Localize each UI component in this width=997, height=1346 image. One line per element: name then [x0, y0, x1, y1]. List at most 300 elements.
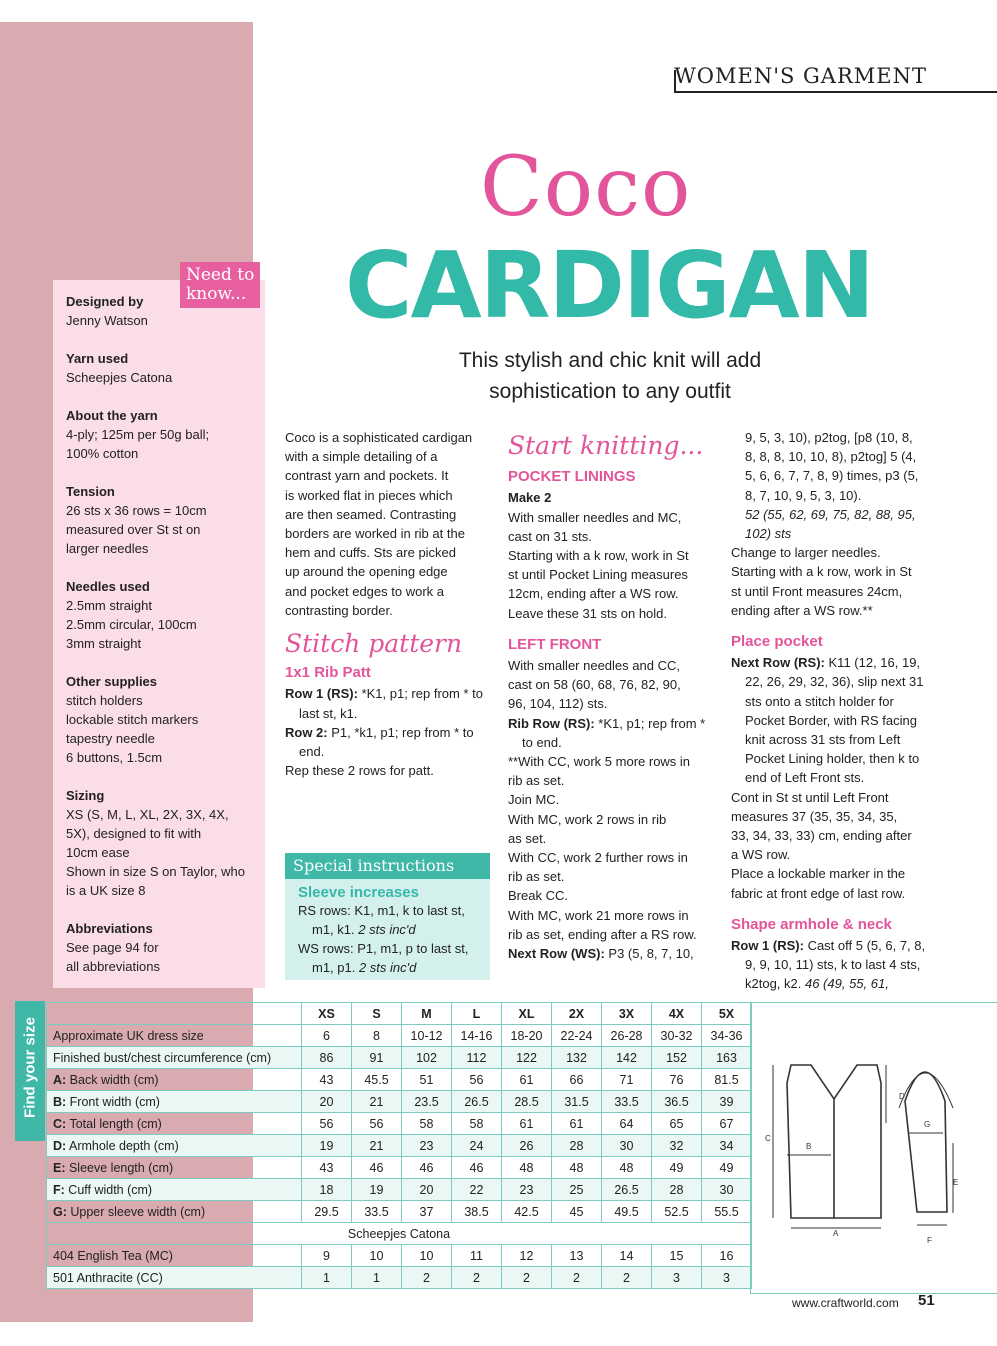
sleeve-outline [905, 1072, 947, 1212]
size-value-cell: 19 [352, 1179, 402, 1201]
size-value-cell: 33.5 [352, 1201, 402, 1223]
size-value-cell: 56 [352, 1113, 402, 1135]
size-value-cell: 46 [352, 1157, 402, 1179]
need-to-know-group [66, 482, 256, 558]
need-to-know-group [66, 349, 256, 387]
size-row-label [47, 1245, 302, 1267]
size-row-key: C: [53, 1116, 67, 1131]
size-row-key: G: [53, 1204, 67, 1219]
size-value-cell: 10 [352, 1245, 402, 1267]
size-value-cell: 71 [602, 1069, 652, 1091]
need-to-know-heading: About the yarn [66, 408, 158, 423]
need-to-know-value: all abbreviations [66, 959, 160, 974]
continued-line: 8, 7, 10, 9, 5, 3, 10). [745, 487, 862, 503]
need-to-know-value: 6 buttons, 1.5cm [66, 750, 163, 765]
size-value-cell: 48 [602, 1157, 652, 1179]
pocket-linings-line: cast on 31 sts. [508, 528, 592, 544]
intro-line: contrasting border. [285, 602, 393, 618]
continued-stitch-count: 52 (55, 62, 69, 75, 82, 88, 95, 102) sts [745, 506, 916, 542]
standfirst-line-2: sophistication to any outfit [489, 380, 731, 403]
size-value-cell: 28.5 [502, 1091, 552, 1113]
size-table [46, 1002, 752, 1289]
special-instructions-box [285, 853, 490, 980]
left-front-line: With MC, work 2 rows in rib [508, 811, 667, 827]
size-value-cell: 15 [652, 1245, 702, 1267]
size-value-cell: 91 [352, 1047, 402, 1069]
need-to-know-value: measured over St st on [66, 522, 201, 537]
place-pocket-heading: Place pocket [731, 633, 823, 651]
rib-row-label: Rib Row (RS): [508, 715, 595, 731]
need-to-know-value: See page 94 for [66, 940, 159, 955]
left-front-line: With MC, work 21 more rows in [508, 907, 689, 923]
size-row-label [47, 1091, 302, 1113]
place-pocket-instruction [731, 653, 931, 787]
need-to-know-value: 26 sts x 36 rows = 10cm [66, 503, 207, 518]
left-front-line: Join MC. [508, 792, 560, 808]
size-header-cell: XS [302, 1003, 352, 1025]
size-value-cell: 36.5 [652, 1091, 702, 1113]
size-value-cell: 37 [402, 1201, 452, 1223]
size-value-cell: 16 [702, 1245, 752, 1267]
need-to-know-value: stitch holders [66, 693, 143, 708]
title-coco: Coco [480, 140, 692, 235]
size-value-cell: 26.5 [452, 1091, 502, 1113]
pocket-linings-heading: POCKET LININGS [508, 468, 636, 486]
next-row-text: P3 (5, 8, 7, 10, [604, 946, 694, 962]
size-value-cell: 48 [502, 1157, 552, 1179]
size-value-cell: 26.5 [602, 1179, 652, 1201]
place-pocket-line: Cont in St st until Left Front [731, 789, 889, 805]
dim-a-label: A [833, 1229, 839, 1238]
special-instructions-heading: Special instructions [285, 853, 490, 879]
size-value-cell: 58 [402, 1113, 452, 1135]
left-front-heading: LEFT FRONT [508, 635, 602, 653]
size-row-label [47, 1135, 302, 1157]
need-to-know-value: lockable stitch markers [66, 712, 199, 727]
section-tag-rule [674, 91, 997, 93]
ws-rows-text: P1, m1, p to last st, m1, p1. [312, 941, 469, 975]
size-row-label-text: Finished bust/chest circumference (cm) [53, 1050, 272, 1065]
left-front-line: rib as set. [508, 869, 565, 885]
size-row-label-text: Total length (cm) [66, 1116, 162, 1131]
dim-d-label: D [899, 1092, 905, 1101]
need-to-know-value: Jenny Watson [66, 313, 148, 328]
pocket-linings-line: Starting with a k row, work in St [508, 548, 689, 564]
size-value-cell: 26 [502, 1135, 552, 1157]
intro-line: is worked flat in pieces which [285, 487, 453, 503]
start-knitting-heading: Start knitting... [508, 431, 704, 460]
size-value-cell: 142 [602, 1047, 652, 1069]
size-row-label-text: Approximate UK dress size [53, 1028, 204, 1043]
continued-line: ending after a WS row.** [731, 602, 873, 618]
size-value-cell: 49.5 [602, 1201, 652, 1223]
size-row-label [47, 1069, 302, 1091]
place-pocket-line: measures 37 (35, 35, 34, 35, [731, 808, 898, 824]
size-row-label [47, 1201, 302, 1223]
size-value-cell: 86 [302, 1047, 352, 1069]
size-value-cell: 30 [702, 1179, 752, 1201]
left-front-line: 96, 104, 112) sts. [508, 696, 608, 712]
yarn-heading: Scheepjes Catona [47, 1223, 752, 1245]
continued-text-2 [731, 543, 931, 620]
size-row-label-text: 404 English Tea (MC) [53, 1248, 173, 1263]
continued-line: Starting with a k row, work in St [731, 564, 912, 580]
shape-armhole-text: Cast off 5 (5, 6, 7, 8, 9, 9, 10, 11) sts, k to last 4 sts, k2tog, k2. [745, 938, 926, 992]
size-value-cell: 55.5 [702, 1201, 752, 1223]
size-value-cell: 8 [352, 1025, 402, 1047]
intro-line: with a simple detailing of a [285, 449, 438, 465]
size-value-cell: 14-16 [452, 1025, 502, 1047]
size-value-cell: 39 [702, 1091, 752, 1113]
size-value-cell: 102 [402, 1047, 452, 1069]
size-row-key: B: [53, 1094, 67, 1109]
size-value-cell: 13 [552, 1245, 602, 1267]
size-value-cell: 112 [452, 1047, 502, 1069]
size-row-label [47, 1113, 302, 1135]
intro-line: contrast yarn and pockets. It [285, 468, 449, 484]
size-header-cell: S [352, 1003, 402, 1025]
size-header-cell: 2X [552, 1003, 602, 1025]
place-pocket-label: Next Row (RS): [731, 655, 825, 671]
place-pocket-line: 33, 34, 33, 33) cm, ending after [731, 828, 912, 844]
place-pocket-line: fabric at front edge of last row. [731, 885, 906, 901]
rib-row-instruction [508, 714, 718, 752]
row-2-label: Row 2: [285, 724, 328, 740]
need-to-know-value: Scheepjes Catona [66, 370, 173, 385]
need-to-know-value: XS (S, M, L, XL, 2X, 3X, 4X, [66, 807, 229, 822]
size-row-label-text: Armhole depth (cm) [66, 1138, 179, 1153]
size-value-cell: 26-28 [602, 1025, 652, 1047]
row-1-text: *K1, p1; rep from * to last st, k1. [299, 686, 483, 721]
dim-f-label: F [927, 1236, 932, 1245]
shape-armhole-label: Row 1 (RS): [731, 938, 804, 954]
pocket-linings-line: 12cm, ending after a WS row. [508, 586, 679, 602]
need-to-know-value: 2.5mm straight [66, 598, 152, 613]
size-value-cell: 2 [452, 1267, 502, 1289]
find-your-size-label: Find your size [21, 1017, 39, 1118]
yarn-row [47, 1267, 752, 1289]
need-to-know-heading: Sizing [66, 788, 105, 803]
need-to-know-value: 3mm straight [66, 636, 142, 651]
size-value-cell: 64 [602, 1113, 652, 1135]
shape-armhole-instruction [731, 936, 931, 994]
size-value-cell: 2 [602, 1267, 652, 1289]
size-value-cell: 23.5 [402, 1091, 452, 1113]
size-value-cell: 46 [452, 1157, 502, 1179]
column-intro [285, 428, 490, 780]
size-value-cell: 81.5 [702, 1069, 752, 1091]
size-row-key: E: [53, 1160, 66, 1175]
size-value-cell: 14 [602, 1245, 652, 1267]
size-header-row [47, 1003, 752, 1025]
size-value-cell: 51 [402, 1069, 452, 1091]
need-to-know-group [66, 406, 256, 463]
size-row-label [47, 1179, 302, 1201]
continued-line: 8, 8, 8, 10, 10, 8), p2tog] 5 (4, [745, 449, 917, 465]
size-row [47, 1113, 752, 1135]
rs-rows-label: RS rows: [298, 903, 351, 918]
need-to-know-heading: Designed by [66, 294, 144, 309]
size-value-cell: 18-20 [502, 1025, 552, 1047]
size-value-cell: 1 [302, 1267, 352, 1289]
left-front-line: With smaller needles and CC, [508, 658, 680, 674]
intro-line: are then seamed. Contrasting [285, 506, 457, 522]
rs-rows-text: K1, m1, k to last st, m1, k1. [312, 903, 465, 937]
place-pocket-text-2 [731, 788, 931, 903]
left-front-line: **With CC, work 5 more rows in [508, 754, 691, 770]
size-value-cell: 9 [302, 1245, 352, 1267]
size-value-cell: 32 [652, 1135, 702, 1157]
size-value-cell: 76 [652, 1069, 702, 1091]
size-header-cell: XL [502, 1003, 552, 1025]
size-value-cell: 43 [302, 1069, 352, 1091]
size-value-cell: 12 [502, 1245, 552, 1267]
size-header-cell: 4X [652, 1003, 702, 1025]
size-row-label-text: Front width (cm) [66, 1094, 160, 1109]
size-value-cell: 152 [652, 1047, 702, 1069]
size-header-blank [47, 1003, 302, 1025]
sleeve-increases-heading: Sleeve increases [298, 884, 419, 901]
need-to-know-heading: Tension [66, 484, 115, 499]
row-2-text: P1, *k1, p1; rep from * to end. [299, 724, 474, 760]
dim-b-label: B [806, 1142, 812, 1151]
intro-line: borders are worked in rib at the [285, 526, 465, 542]
yarn-heading-row [47, 1223, 752, 1245]
make-2-label: Make 2 [508, 490, 552, 506]
size-value-cell: 10 [402, 1245, 452, 1267]
standfirst [440, 345, 780, 407]
size-value-cell: 43 [302, 1157, 352, 1179]
intro-line: up around the opening edge [285, 564, 448, 580]
need-to-know-group [66, 786, 256, 900]
row-1-instruction [285, 684, 490, 722]
size-value-cell: 21 [352, 1135, 402, 1157]
continued-line: st until Front measures 24cm, [731, 583, 903, 599]
size-value-cell: 22 [452, 1179, 502, 1201]
size-value-cell: 1 [352, 1267, 402, 1289]
size-value-cell: 30 [602, 1135, 652, 1157]
size-value-cell: 163 [702, 1047, 752, 1069]
size-value-cell: 56 [452, 1069, 502, 1091]
left-front-line: With CC, work 2 further rows in [508, 850, 688, 866]
size-row [47, 1201, 752, 1223]
need-to-know-value: 10cm ease [66, 845, 130, 860]
pocket-linings-text [508, 508, 718, 623]
size-value-cell: 34 [702, 1135, 752, 1157]
size-row-label-text: Back width (cm) [66, 1072, 159, 1087]
size-value-cell: 31.5 [552, 1091, 602, 1113]
dim-g-label: G [924, 1120, 931, 1129]
continued-line: 9, 5, 3, 10), p2tog, [p8 (10, 8, [745, 430, 913, 445]
size-value-cell: 24 [452, 1135, 502, 1157]
need-to-know-value: 4-ply; 125m per 50g ball; [66, 427, 210, 442]
need-to-know-value: tapestry needle [66, 731, 155, 746]
left-front-text [508, 656, 718, 714]
standfirst-line-1: This stylish and chic knit will add [458, 349, 762, 372]
size-value-cell: 132 [552, 1047, 602, 1069]
size-value-cell: 28 [552, 1135, 602, 1157]
size-row-label [47, 1025, 302, 1047]
size-row-label-text: 501 Anthracite (CC) [53, 1270, 163, 1285]
continued-text [731, 428, 931, 505]
size-row-label-text: Upper sleeve width (cm) [66, 1204, 206, 1219]
size-row-label-text: Sleeve length (cm) [65, 1160, 174, 1175]
size-value-cell: 22-24 [552, 1025, 602, 1047]
need-to-know-heading: Abbreviations [66, 921, 153, 936]
need-to-know-group [66, 672, 256, 767]
size-row-label-text: Cuff width (cm) [64, 1182, 153, 1197]
size-value-cell: 65 [652, 1113, 702, 1135]
size-value-cell: 23 [402, 1135, 452, 1157]
need-to-know-heading: Other supplies [66, 674, 158, 689]
size-value-cell: 3 [702, 1267, 752, 1289]
need-to-know-value: 5X), designed to fit with [66, 826, 202, 841]
intro-line: Coco is a sophisticated cardigan [285, 430, 473, 445]
next-row-label: Next Row (WS): [508, 946, 605, 962]
size-header-cell: M [402, 1003, 452, 1025]
size-row-label [47, 1157, 302, 1179]
size-value-cell: 10-12 [402, 1025, 452, 1047]
footer-url[interactable]: www.craftworld.com [792, 1296, 899, 1310]
size-header-cell: 5X [702, 1003, 752, 1025]
page-number: 51 [918, 1292, 935, 1309]
left-front-line: Break CC. [508, 888, 568, 904]
size-row-key: A: [53, 1072, 67, 1087]
need-to-know-value: is a UK size 8 [66, 883, 146, 898]
intro-line: hem and cuffs. Sts are picked [285, 545, 457, 561]
need-to-know-group [66, 577, 256, 653]
need-to-know-value: 2.5mm circular, 100cm [66, 617, 197, 632]
size-value-cell: 61 [502, 1113, 552, 1135]
size-value-cell: 58 [452, 1113, 502, 1135]
size-row [47, 1157, 752, 1179]
need-to-know-badge-line-1: Need to [186, 265, 255, 285]
intro-paragraph [285, 428, 490, 620]
size-row [47, 1179, 752, 1201]
size-row-key: F: [53, 1182, 65, 1197]
find-your-size-bar [15, 1001, 45, 1141]
size-value-cell: 18 [302, 1179, 352, 1201]
size-header-cell: L [452, 1003, 502, 1025]
rib-patt-heading: 1x1 Rib Patt [285, 664, 371, 682]
size-value-cell: 67 [702, 1113, 752, 1135]
need-to-know-value: larger needles [66, 541, 149, 556]
size-row-label [47, 1047, 302, 1069]
need-to-know-heading: Needles used [66, 579, 150, 594]
rs-rows-instruction [285, 901, 490, 939]
size-value-cell: 6 [302, 1025, 352, 1047]
size-value-cell: 122 [502, 1047, 552, 1069]
size-value-cell: 61 [502, 1069, 552, 1091]
left-front-line: as set. [508, 830, 547, 846]
size-value-cell: 49 [652, 1157, 702, 1179]
need-to-know-badge-line-2: know... [186, 284, 247, 304]
size-value-cell: 29.5 [302, 1201, 352, 1223]
pocket-linings-line: st until Pocket Lining measures [508, 567, 688, 583]
size-value-cell: 56 [302, 1113, 352, 1135]
size-row [47, 1069, 752, 1091]
rs-rows-count: 2 sts inc'd [358, 922, 416, 937]
row-2-instruction [285, 723, 490, 761]
size-row [47, 1091, 752, 1113]
pocket-linings-line: With smaller needles and MC, [508, 509, 682, 525]
shape-armhole-count: 46 (49, 55, 61, [804, 976, 889, 992]
rib-row-text: *K1, p1; rep from * to end. [522, 715, 706, 750]
size-value-cell: 38.5 [452, 1201, 502, 1223]
size-value-cell: 19 [302, 1135, 352, 1157]
need-to-know-heading: Yarn used [66, 351, 129, 366]
size-header-cell: 3X [602, 1003, 652, 1025]
ws-rows-count: 2 sts inc'd [358, 960, 417, 975]
size-value-cell: 45 [552, 1201, 602, 1223]
size-value-cell: 45.5 [352, 1069, 402, 1091]
continued-line: 5, 6, 6, 7, 7, 8, 9) times, p3 (5, [745, 468, 919, 484]
yarn-row [47, 1245, 752, 1267]
place-pocket-line: a WS row. [731, 847, 791, 863]
continued-line: Change to larger needles. [731, 545, 881, 561]
ws-rows-label: WS rows: [298, 941, 354, 956]
size-value-cell: 52.5 [652, 1201, 702, 1223]
size-value-cell: 42.5 [502, 1201, 552, 1223]
repeat-instruction: Rep these 2 rows for patt. [285, 763, 434, 779]
size-row-key: D: [53, 1138, 67, 1153]
size-value-cell: 30-32 [652, 1025, 702, 1047]
size-value-cell: 21 [352, 1091, 402, 1113]
dim-c-label: C [765, 1134, 771, 1143]
size-row [47, 1047, 752, 1069]
next-row-instruction [508, 944, 718, 963]
size-value-cell: 2 [402, 1267, 452, 1289]
size-value-cell: 66 [552, 1069, 602, 1091]
need-to-know-list [66, 292, 256, 995]
ws-rows-instruction [285, 939, 490, 977]
place-pocket-text: K11 (12, 16, 19, 22, 26, 29, 32, 36), slip next 31 sts onto a stitch holder for Pocket Border, with RS facing knit across 31 sts from Left Pocket Lining holder, then k to end of Left Front sts. [745, 655, 924, 786]
section-tag: WOMEN'S GARMENT [674, 64, 927, 88]
size-value-cell: 34-36 [702, 1025, 752, 1047]
title-cardigan: CARDIGAN [345, 232, 873, 339]
garment-schematic [751, 1003, 997, 1293]
place-pocket-line: Place a lockable marker in the [731, 866, 906, 882]
row-1-label: Row 1 (RS): [285, 686, 358, 702]
dim-e-label: E [953, 1178, 959, 1187]
size-value-cell: 11 [452, 1245, 502, 1267]
need-to-know-group [66, 292, 256, 330]
intro-line: and pocket edges to work a [285, 583, 444, 599]
size-row-label [47, 1267, 302, 1289]
size-value-cell: 3 [652, 1267, 702, 1289]
size-row [47, 1135, 752, 1157]
size-value-cell: 49 [702, 1157, 752, 1179]
size-value-cell: 20 [302, 1091, 352, 1113]
size-value-cell: 28 [652, 1179, 702, 1201]
size-value-cell: 2 [552, 1267, 602, 1289]
left-front-line: rib as set, ending after a RS row. [508, 926, 697, 942]
size-value-cell: 23 [502, 1179, 552, 1201]
left-front-line: cast on 58 (60, 68, 76, 82, 90, [508, 677, 681, 693]
size-value-cell: 46 [402, 1157, 452, 1179]
need-to-know-value: Shown in size S on Taylor, who [66, 864, 245, 879]
size-value-cell: 25 [552, 1179, 602, 1201]
column-continued [731, 428, 931, 994]
size-value-cell: 61 [552, 1113, 602, 1135]
size-value-cell: 2 [502, 1267, 552, 1289]
size-value-cell: 33.5 [602, 1091, 652, 1113]
left-front-text-continued [508, 752, 718, 944]
schematic-box [750, 1002, 997, 1294]
size-value-cell: 20 [402, 1179, 452, 1201]
need-to-know-value: 100% cotton [66, 446, 139, 461]
left-front-line: rib as set. [508, 773, 565, 789]
